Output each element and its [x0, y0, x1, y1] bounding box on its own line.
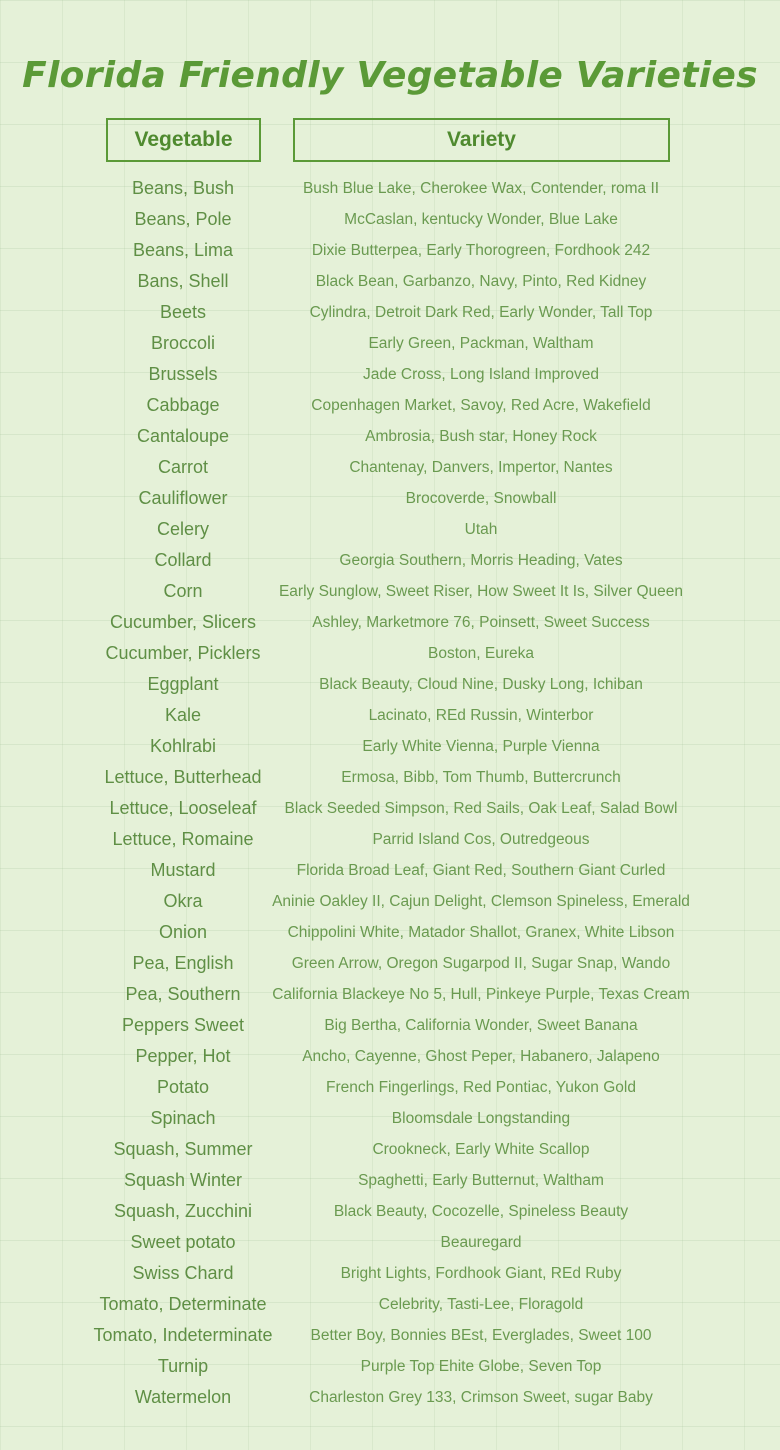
- vegetable-name: Tomato, Determinate: [99, 1294, 267, 1314]
- variety-list: Purple Top Ehite Globe, Seven Top: [360, 1358, 602, 1375]
- variety-list: Spaghetti, Early Butternut, Waltham: [358, 1172, 604, 1189]
- vegetable-name: Lettuce, Looseleaf: [109, 798, 257, 818]
- vegetable-name: Onion: [158, 922, 208, 942]
- variety-list: Copenhagen Market, Savoy, Red Acre, Wakefield: [311, 397, 651, 414]
- variety-list: Charleston Grey 133, Crimson Sweet, sugar Baby: [309, 1389, 653, 1406]
- vegetable-name: Tomato, Indeterminate: [93, 1325, 273, 1345]
- vegetable-name: Pea, Southern: [125, 984, 241, 1004]
- vegetable-name: Cucumber, Slicers: [109, 612, 257, 632]
- vegetable-name: Okra: [163, 891, 203, 911]
- vegetable-name: Collard: [154, 550, 212, 570]
- table-row: [0, 204, 780, 235]
- vegetable-name: Corn: [163, 581, 203, 601]
- table-row: [0, 545, 780, 576]
- table-row: [0, 1072, 780, 1103]
- vegetable-name: Kohlrabi: [149, 736, 217, 756]
- table-row: [0, 731, 780, 762]
- table-row: [0, 297, 780, 328]
- table-row: [0, 824, 780, 855]
- vegetable-list: [0, 173, 780, 1413]
- variety-list: Black Beauty, Cocozelle, Spineless Beauty: [333, 1203, 629, 1220]
- vegetable-name: Kale: [164, 705, 202, 725]
- table-row: [0, 1227, 780, 1258]
- variety-list: Ashley, Marketmore 76, Poinsett, Sweet Success: [312, 614, 650, 631]
- variety-list: Black Beauty, Cloud Nine, Dusky Long, Ichiban: [319, 676, 643, 693]
- vegetable-name: Cauliflower: [138, 488, 228, 508]
- table-row: [0, 266, 780, 297]
- vegetable-name: Broccoli: [150, 333, 216, 353]
- vegetable-name: Cabbage: [146, 395, 220, 415]
- variety-list: Lacinato, REd Russin, Winterbor: [368, 707, 594, 724]
- table-row: [0, 514, 780, 545]
- vegetable-name: Beans, Bush: [131, 178, 235, 198]
- variety-list: Boston, Eureka: [428, 645, 534, 662]
- vegetable-name: Cucumber, Picklers: [105, 643, 261, 663]
- vegetable-name: Squash, Zucchini: [113, 1201, 253, 1221]
- variety-list: Ambrosia, Bush star, Honey Rock: [365, 428, 597, 445]
- table-row: [0, 576, 780, 607]
- table-row: [0, 762, 780, 793]
- variety-list: Utah: [464, 521, 498, 538]
- table-row: [0, 1196, 780, 1227]
- vegetable-name: Eggplant: [147, 674, 219, 694]
- variety-list: Bush Blue Lake, Cherokee Wax, Contender, roma II: [302, 180, 660, 197]
- variety-list: Ancho, Cayenne, Ghost Peper, Habanero, Jalapeno: [302, 1048, 660, 1065]
- vegetable-name: Celery: [156, 519, 209, 539]
- variety-list: Green Arrow, Oregon Sugarpod II, Sugar Snap, Wando: [291, 955, 671, 972]
- table-row: [0, 1382, 780, 1413]
- vegetable-name: Beans, Lima: [132, 240, 234, 260]
- variety-list: Chippolini White, Matador Shallot, Granex, White Libson: [287, 924, 675, 941]
- variety-list: Bright Lights, Fordhook Giant, REd Ruby: [340, 1265, 622, 1282]
- variety-list: Early Sunglow, Sweet Riser, How Sweet It Is, Silver Queen: [278, 583, 684, 600]
- vegetable-name: Cantaloupe: [136, 426, 230, 446]
- vegetable-name: Spinach: [150, 1108, 216, 1128]
- table-row: [0, 793, 780, 824]
- table-row: [0, 421, 780, 452]
- table-row: [0, 855, 780, 886]
- variety-list: Early White Vienna, Purple Vienna: [362, 738, 600, 755]
- vegetable-column-header: Vegetable: [106, 118, 261, 162]
- vegetable-name: Turnip: [157, 1356, 209, 1376]
- table-row: [0, 1134, 780, 1165]
- vegetable-name: Beans, Pole: [134, 209, 232, 229]
- table-row: [0, 1010, 780, 1041]
- table-row: [0, 886, 780, 917]
- variety-list: Cylindra, Detroit Dark Red, Early Wonder, Tall Top: [309, 304, 653, 321]
- table-row: [0, 1165, 780, 1196]
- table-row: [0, 979, 780, 1010]
- table-row: [0, 1289, 780, 1320]
- variety-list: Aninie Oakley II, Cajun Delight, Clemson Spineless, Emerald: [272, 893, 690, 910]
- table-row: [0, 235, 780, 266]
- vegetable-name: Lettuce, Romaine: [112, 829, 254, 849]
- table-row: [0, 1103, 780, 1134]
- page-title: Florida Friendly Vegetable Varieties: [22, 55, 758, 96]
- variety-list: Black Bean, Garbanzo, Navy, Pinto, Red Kidney: [315, 273, 647, 290]
- table-row: [0, 638, 780, 669]
- vegetable-name: Sweet potato: [130, 1232, 236, 1252]
- table-row: [0, 328, 780, 359]
- variety-list: California Blackeye No 5, Hull, Pinkeye Purple, Texas Cream: [272, 986, 690, 1003]
- variety-list: Chantenay, Danvers, Impertor, Nantes: [349, 459, 613, 476]
- variety-list: Crookneck, Early White Scallop: [372, 1141, 590, 1158]
- variety-list: Parrid Island Cos, Outredgeous: [372, 831, 590, 848]
- table-row: [0, 452, 780, 483]
- table-row: [0, 700, 780, 731]
- vegetable-name: Beets: [159, 302, 207, 322]
- table-row: [0, 1041, 780, 1072]
- vegetable-name: Peppers Sweet: [121, 1015, 245, 1035]
- vegetable-name: Potato: [156, 1077, 210, 1097]
- table-row: [0, 948, 780, 979]
- variety-list: Jade Cross, Long Island Improved: [362, 366, 600, 383]
- vegetable-name: Pea, English: [132, 953, 234, 973]
- vegetable-name: Squash, Summer: [113, 1139, 253, 1159]
- vegetable-name: Pepper, Hot: [135, 1046, 231, 1066]
- table-row: [0, 359, 780, 390]
- variety-list: Black Seeded Simpson, Red Sails, Oak Leaf, Salad Bowl: [284, 800, 678, 817]
- variety-list: Early Green, Packman, Waltham: [368, 335, 594, 352]
- table-row: [0, 173, 780, 204]
- variety-list: Georgia Southern, Morris Heading, Vates: [339, 552, 623, 569]
- vegetable-name: Bans, Shell: [137, 271, 229, 291]
- vegetable-name: Carrot: [157, 457, 208, 477]
- variety-list: McCaslan, kentucky Wonder, Blue Lake: [344, 211, 618, 228]
- variety-list: Bloomsdale Longstanding: [391, 1110, 571, 1127]
- variety-list: Big Bertha, California Wonder, Sweet Banana: [324, 1017, 638, 1034]
- table-row: [0, 917, 780, 948]
- variety-list: Ermosa, Bibb, Tom Thumb, Buttercrunch: [341, 769, 621, 786]
- vegetable-name: Watermelon: [134, 1387, 232, 1407]
- variety-list: Celebrity, Tasti-Lee, Floragold: [378, 1296, 584, 1313]
- vegetable-name: Brussels: [148, 364, 218, 384]
- table-row: [0, 1258, 780, 1289]
- vegetable-name: Lettuce, Butterhead: [104, 767, 262, 787]
- table-row: [0, 1351, 780, 1382]
- table-row: [0, 483, 780, 514]
- vegetable-name: Squash Winter: [123, 1170, 243, 1190]
- table-row: [0, 1320, 780, 1351]
- variety-list: French Fingerlings, Red Pontiac, Yukon Gold: [326, 1079, 636, 1096]
- vegetable-name: Mustard: [150, 860, 216, 880]
- table-row: [0, 390, 780, 421]
- variety-list: Florida Broad Leaf, Giant Red, Southern Giant Curled: [296, 862, 666, 879]
- variety-list: Beauregard: [440, 1234, 522, 1251]
- variety-list: Brocoverde, Snowball: [405, 490, 557, 507]
- variety-column-header: Variety: [293, 118, 670, 162]
- vegetable-name: Swiss Chard: [132, 1263, 234, 1283]
- variety-list: Better Boy, Bonnies BEst, Everglades, Sweet 100: [310, 1327, 652, 1344]
- table-row: [0, 669, 780, 700]
- table-row: [0, 607, 780, 638]
- variety-list: Dixie Butterpea, Early Thorogreen, Fordhook 242: [311, 242, 651, 259]
